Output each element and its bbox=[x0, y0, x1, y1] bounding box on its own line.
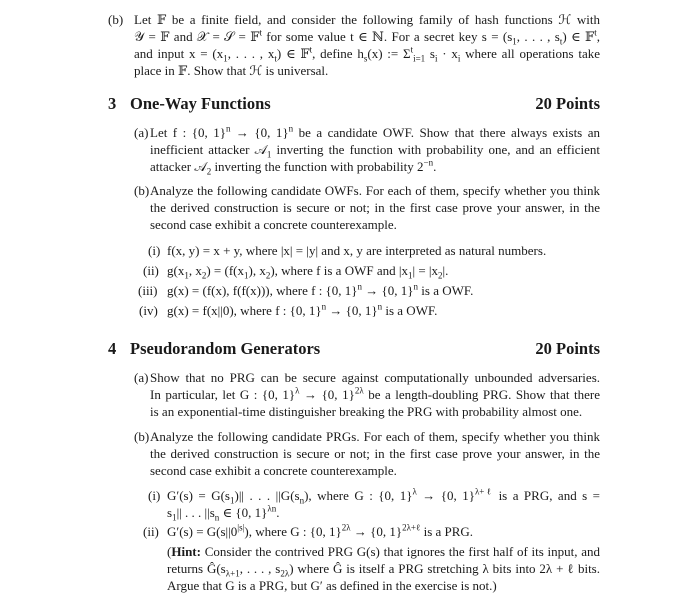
list-item bbox=[138, 261, 600, 281]
section-points: 20 Points bbox=[535, 339, 600, 358]
section4-items bbox=[138, 487, 600, 594]
part-label: (b) bbox=[134, 183, 150, 198]
section-title: One-Way Functions bbox=[130, 94, 271, 113]
text-line: $s_1||$ . . . $||s_n$ ∈ {0, 1}$^{\lambda n}$. bbox=[167, 503, 280, 523]
part-label: (a) bbox=[134, 125, 149, 140]
item-label: (ii) bbox=[143, 263, 159, 278]
text-line: $G'(s) = G(s||0^{|s|})$, where G : {0, 1}$^{2\lambda}$ → {0, 1}$^{2\lambda+\ell}$ is a PRG. bbox=[167, 522, 474, 539]
text-line: Show that no PRG can be secure against computationally unbounded adversaries. bbox=[150, 370, 600, 385]
section-heading-3 bbox=[108, 94, 600, 116]
part-label: (b) bbox=[134, 429, 150, 444]
hint-text: Consider the contrived PRG G(s) that ignores the first half of its input, and bbox=[204, 544, 600, 559]
text-line: Let f : {0, 1}$^n$ → {0, 1}$^n$ be a candidate OWF. Show that there always exists an bbox=[150, 123, 600, 140]
section4-part-b bbox=[134, 428, 600, 479]
text-line: g(x) = f(x||0), where f : {0, 1}$^n$ → {0, 1}$^n$ is a OWF. bbox=[167, 301, 438, 318]
text-line: g(x) = (f(x), f(f(x))), where f : {0, 1}$^n$ → {0, 1}$^n$ is a OWF. bbox=[167, 281, 474, 298]
section-number: 3 bbox=[108, 94, 117, 113]
text-line: In particular, let G : {0, 1}$^\lambda$ → {0, 1}$^{2\lambda}$ be a length-doubling PRG. Show that there bbox=[150, 385, 601, 402]
text-line: is an exponential-time distinguisher breaking the PRG with probability almost one. bbox=[150, 404, 583, 419]
section3-items bbox=[138, 241, 600, 321]
text-line: Analyze the following candidate OWFs. For each of them, specify whether you think bbox=[150, 183, 600, 198]
text-line: $G'(s) = G(s_1)||$ . . . $||G(s_n)$, where G : {0, 1}$^\lambda$ → {0, 1}$^{\lambda+\ell}$ is a PRG, and s = bbox=[167, 486, 600, 506]
text-line: f(x, y) = x + y, where |x| = |y| and x, y are interpreted as natural numbers. bbox=[167, 243, 547, 258]
section4-part-a bbox=[134, 369, 600, 420]
text-line: $g(x_1$, $x_2) = (f(x_1)$, $x_2$), where f is a OWF and $|x_1| = |x_2|$. bbox=[167, 263, 449, 281]
section3-part-b bbox=[134, 182, 600, 233]
text-line: (Hint: Consider the contrived PRG G(s) that ignores the first half of its input, and bbox=[167, 544, 600, 559]
hint bbox=[167, 543, 600, 594]
text-line: attacker 𝒜$_2$ inverting the function with probability $2^{-n}$. bbox=[150, 157, 437, 177]
list-item bbox=[138, 523, 600, 540]
item-label: (i) bbox=[148, 243, 161, 258]
section-points: 20 Points bbox=[535, 94, 600, 113]
list-item bbox=[138, 241, 600, 261]
part-label: (a) bbox=[134, 370, 149, 385]
part-label: (b) bbox=[108, 12, 124, 27]
prev-problem-b bbox=[108, 11, 600, 79]
text-line: place in 𝔽. Show that ℋ is universal. bbox=[134, 63, 329, 78]
text-line: second case exhibit a concrete counterexample. bbox=[150, 463, 397, 478]
section-heading-4 bbox=[108, 339, 600, 361]
text-line: and input $x = (x_1$, . . . , $x_t$) ∈ 𝔽$^t$, define $h_s(x)$ := $\Sigma^t_{i=1}$ $s_i \cdot x_i$ where all operations take bbox=[134, 44, 601, 64]
section3-part-a bbox=[134, 124, 600, 175]
text-line: Argue that G is a PRG, but G′ as defined in the exercise is not.) bbox=[167, 578, 497, 593]
list-item bbox=[138, 301, 600, 321]
list-item bbox=[138, 281, 600, 301]
text-line: returns $Ĝ(s_{\lambda+1}$, . . . , $s_{2\lambda}$) where Ĝ is itself a PRG stretching λ bits into 2λ + ℓ bits. bbox=[167, 561, 600, 579]
item-label: (ii) bbox=[143, 524, 159, 539]
text-line: Analyze the following candidate PRGs. For each of them, specify whether you think bbox=[150, 429, 600, 444]
text-line: the derived construction is secure or not; in the first case prove your answer, in the bbox=[150, 200, 600, 215]
item-label: (iv) bbox=[139, 303, 158, 318]
section-number: 4 bbox=[108, 339, 117, 358]
text-line: 𝒴 = 𝔽 and 𝒳 = 𝒮 = 𝔽$^t$ for some value t ∈ ℕ. For a secret key $s = (s_1$, . . . , $s_t$) ∈ 𝔽$^t$, bbox=[134, 27, 600, 47]
item-label: (i) bbox=[148, 488, 161, 503]
text-line: the derived construction is secure or not; in the first case prove your answer, in the bbox=[150, 446, 600, 461]
text-line: Let 𝔽 be a finite field, and consider the following family of hash functions ℋ with bbox=[134, 12, 600, 27]
item-label: (iii) bbox=[138, 283, 158, 298]
section-title: Pseudorandom Generators bbox=[130, 339, 321, 358]
text-line: inefficient attacker 𝒜$_1$ inverting the function with probability one, and an efficient bbox=[150, 142, 600, 160]
text-line: second case exhibit a concrete counterexample. bbox=[150, 217, 397, 232]
hint-label: Hint: bbox=[171, 544, 201, 559]
list-item bbox=[138, 487, 600, 521]
